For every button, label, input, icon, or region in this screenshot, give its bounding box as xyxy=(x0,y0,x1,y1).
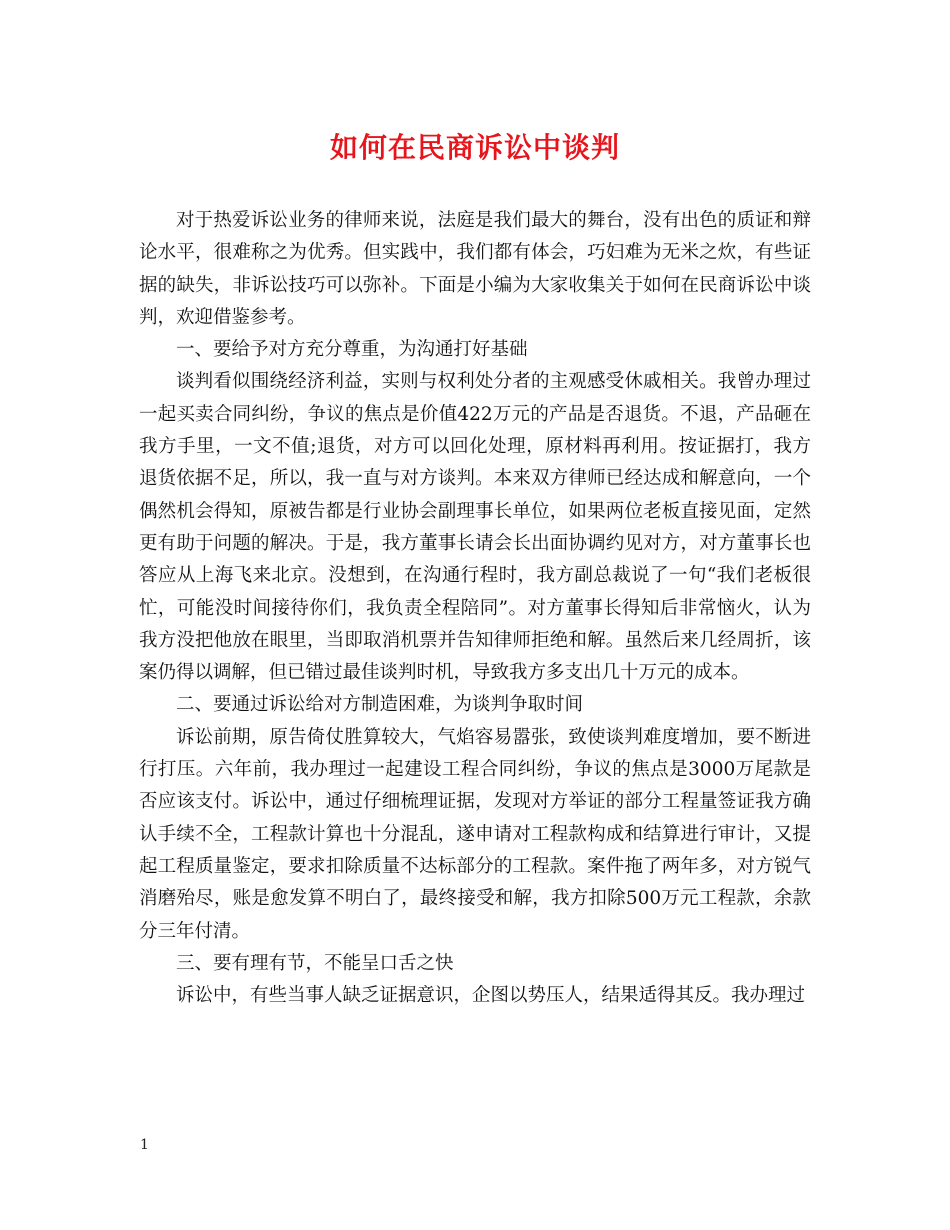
document-title: 如何在民商诉讼中谈判 xyxy=(329,131,620,164)
document-body xyxy=(139,205,811,1012)
page-number: 1 xyxy=(140,1137,149,1153)
section-heading-2: 二、要通过诉讼给对方制造困难，为谈判争取时间 xyxy=(176,694,584,716)
paragraph-section-1: 谈判看似围绕经济利益，实则与权利处分者的主观感受休戚相关。我曾办理过一起买卖合同纠纷，争议的焦点是价值422万元的产品是否退货。不退，产品砸在我方手里，一文不值;退货，对方可以回化处理，原材料再利用。按证据打，我方退货依据不足，所以，我一直与对方谈判。本来双方律师已经达成和解意向，一个偶然机会得知，原被告都是行业协会副理事长单位，如果两位老板直接见面，定然更有助于问题的解决。于是，我方董事长请会长出面协调约见对方，对方董事长也答应从上海飞来北京。没想到，在沟通行程时，我方副总裁说了一句“我们老板很忙，可能没时间接待你们，我负责全程陪同”。对方董事长得知后非常恼火，认为我方没把他放在眼里，当即取消机票并告知律师拒绝和解。虽然后来几经周折，该案仍得以调解，但已错过最佳谈判时机，导致我方多支出几十万元的成本。 xyxy=(139,371,811,684)
section-heading-3: 三、要有理有节，不能呈口舌之快 xyxy=(176,952,454,974)
paragraph-section-3: 诉讼中，有些当事人缺乏证据意识，企图以势压人，结果适得其反。我办理过 xyxy=(176,985,806,1007)
paragraph-intro: 对于热爱诉讼业务的律师来说，法庭是我们最大的舞台，没有出色的质证和辩论水平，很难称之为优秀。但实践中，我们都有体会，巧妇难为无米之炊，有些证据的缺失，非诉讼技巧可以弥补。下面是小编为大家收集关于如何在民商诉讼中谈判，欢迎借鉴参考。 xyxy=(139,210,811,328)
paragraph-section-2: 诉讼前期，原告倚仗胜算较大，气焰容易嚣张，致使谈判难度增加，要不断进行打压。六年前，我办理过一起建设工程合同纠纷，争议的焦点是3000万尾款是否应该支付。诉讼中，通过仔细梳理证据，发现对方举证的部分工程量签证我方确认手续不全，工程款计算也十分混乱，遂申请对工程款构成和结算进行审计，又提起工程质量鉴定，要求扣除质量不达标部分的工程款。案件拖了两年多，对方锐气消磨殆尽，账是愈发算不明白了，最终接受和解，我方扣除500万元工程款，余款分三年付清。 xyxy=(139,726,811,942)
section-heading-1: 一、要给予对方充分尊重，为沟通打好基础 xyxy=(176,339,528,361)
